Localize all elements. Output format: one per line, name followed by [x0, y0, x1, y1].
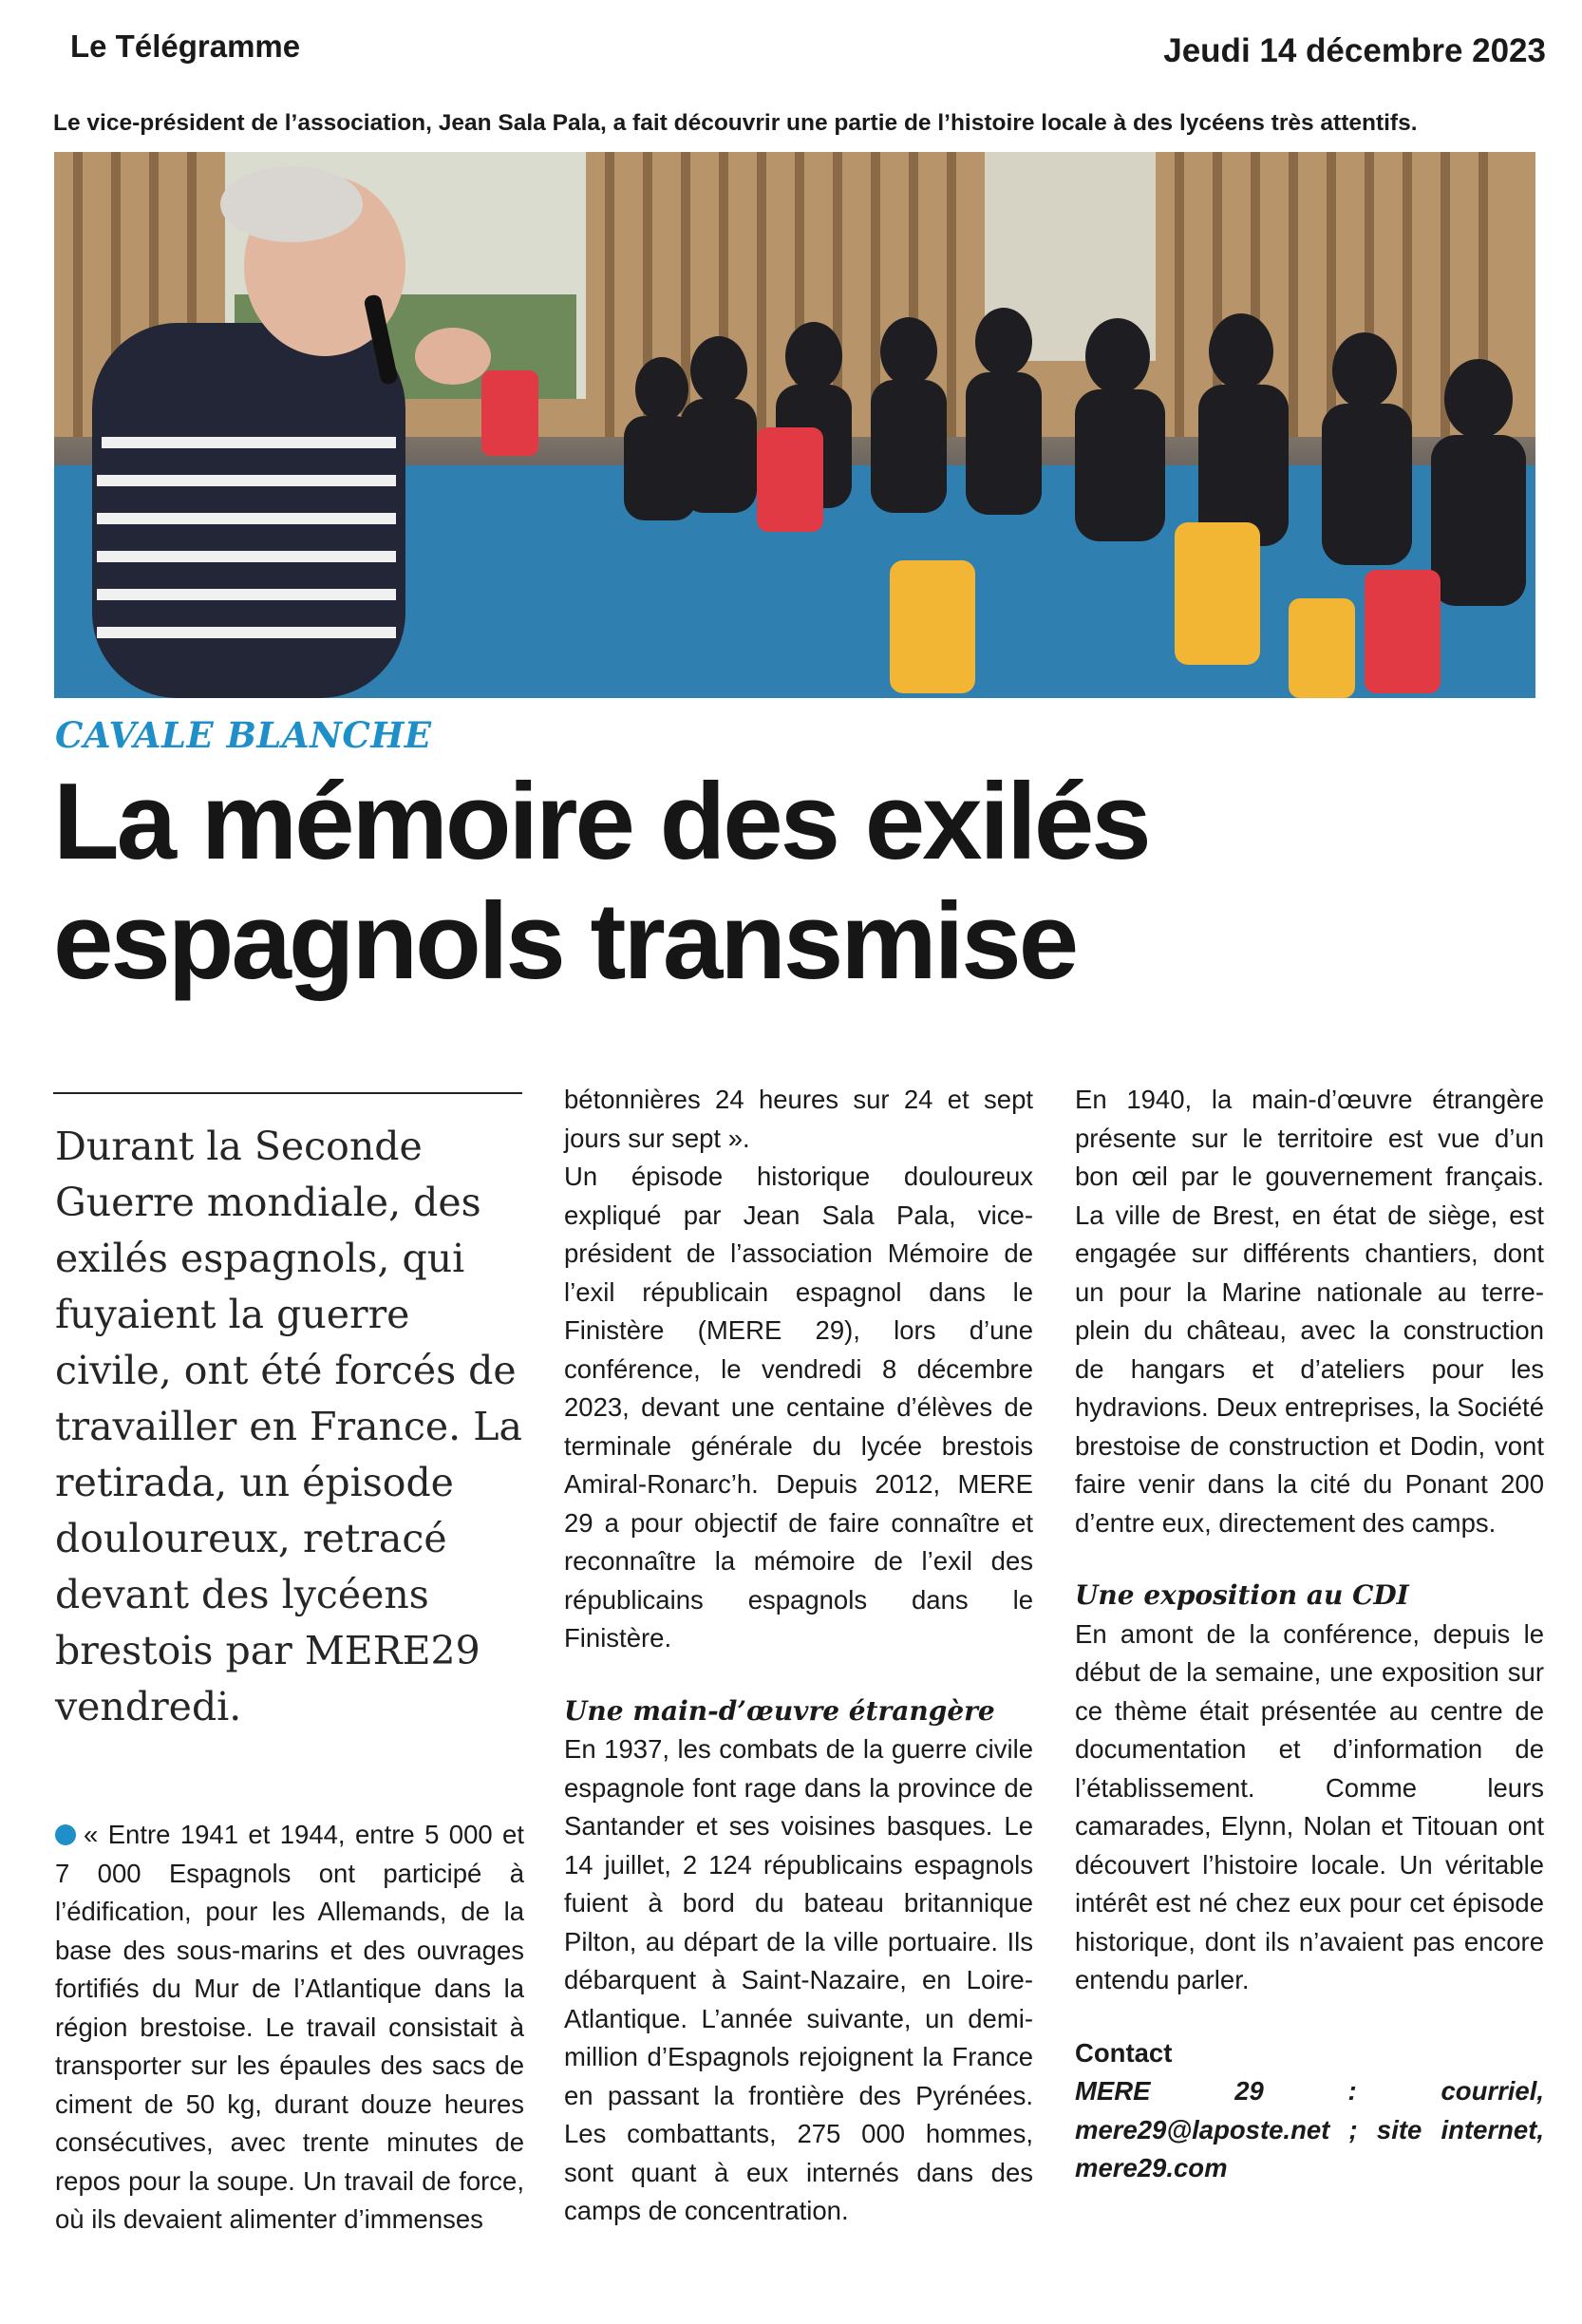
- article-kicker: CAVALE BLANCHE: [55, 714, 432, 756]
- column-2-paragraph-1: bétonnières 24 heures sur 24 et sept jours sur sept ».: [564, 1085, 1033, 1153]
- publication-name: Le Télégramme: [70, 28, 301, 64]
- conference-scene-illustration: [54, 152, 1535, 698]
- article-lead: [55, 1816, 524, 2239]
- headline-line-1: La mémoire des exilés: [53, 762, 1149, 882]
- article-chapo: Durant la Seconde Guerre mondiale, des exilés espagnols, qui fuyaient la guerre civile, ont été forcés de travailler en France. La retirada, un épisode douloureux, retracé devant des lycéens brestois par MERE29 vendredi.: [55, 1124, 522, 1729]
- subhead-main-doeuvre: Une main-d’œuvre étrangère: [564, 1694, 995, 1727]
- contact-heading: Contact: [1075, 2037, 1173, 2068]
- column-3-paragraph-2: En amont de la conférence, depuis le début de la semaine, une exposition sur ce thème était présentée au centre de documentation et d’information de l’établissement. Comme leurs camarades, Elynn, Nolan et Titouan ont découvert l’histoire locale. Un véritable intérêt est né chez eux pour cet épisode historique, dont ils n’avaient pas encore entendu parler.: [1075, 1618, 1544, 1994]
- column-2-paragraph-3: En 1937, les combats de la guerre civile espagnole font rage dans la province de Santander et ses voisines basques. Le 14 juillet, 2 124 républicains espagnols fuient à bord du bateau britannique Pilton, au départ de la ville portuaire. Ils débarquent à Saint-Nazaire, en Loire-Atlantique. L’année suivante, un demi-million d’Espagnols rejoignent la France en passant la frontière des Pyrénées. Les combattants, 275 000 hommes, sont quant à eux internés dans des camps de concentration.: [564, 1734, 1033, 2225]
- photo-caption: Le vice-président de l’association, Jean Sala Pala, a fait découvrir une partie de l’histoire locale à des lycéens très attentifs.: [53, 110, 1418, 136]
- column-3-paragraph-1: En 1940, la main-d’œuvre étrangère présente sur le territoire est vue d’un bon œil par le gouvernement français. La ville de Brest, en état de siège, est engagée sur différents chantiers, dont un pour la Marine nationale au terre-plein du château, avec la construction de hangars et d’ateliers pour les hydravions. Deux entreprises, la Société brestoise de construction et Dodin, vont faire venir dans la cité du Ponant 200 d’entre eux, directement des camps.: [1075, 1085, 1544, 1538]
- article-column-3: [1075, 1081, 1544, 2188]
- publication-date: Jeudi 14 décembre 2023: [1163, 32, 1546, 69]
- lead-text: « Entre 1941 et 1944, entre 5 000 et 7 000 Espagnols ont participé à l’édification, pour les Allemands, de la base des sous-marins et des ouvrages fortifiés du Mur de l’Atlantique dans la région brestoise. Le travail consistait à transporter sur les épaules des sacs de ciment de 50 kg, durant douze heures consécutives, avec trente minutes de repos pour la soupe. Un travail de force, où ils devaient alimenter d’immenses: [55, 1820, 524, 2234]
- chapo-rule: [53, 1092, 522, 1094]
- subhead-exposition: Une exposition au CDI: [1075, 1579, 1409, 1611]
- bullet-dot-icon: [55, 1824, 76, 1845]
- article-photo: [54, 152, 1535, 698]
- article-headline: [53, 763, 1535, 1002]
- article-column-2: [564, 1081, 1033, 2231]
- column-2-paragraph-2: Un épisode historique douloureux expliqué par Jean Sala Pala, vice-président de l’association Mémoire de l’exil républicain espagnol dans le Finistère (MERE 29), lors d’une conférence, le vendredi 8 décembre 2023, devant une centaine d’élèves de terminale générale du lycée brestois Amiral-Ronarc’h. Depuis 2012, MERE 29 a pour objectif de faire connaître et reconnaître la mémoire de l’exil des républicains espagnols dans le Finistère.: [564, 1162, 1033, 1653]
- headline-line-2: espagnols transmise: [53, 881, 1077, 1002]
- contact-text: MERE 29 : courriel, mere29@laposte.net ; site internet, mere29.com: [1075, 2076, 1544, 2182]
